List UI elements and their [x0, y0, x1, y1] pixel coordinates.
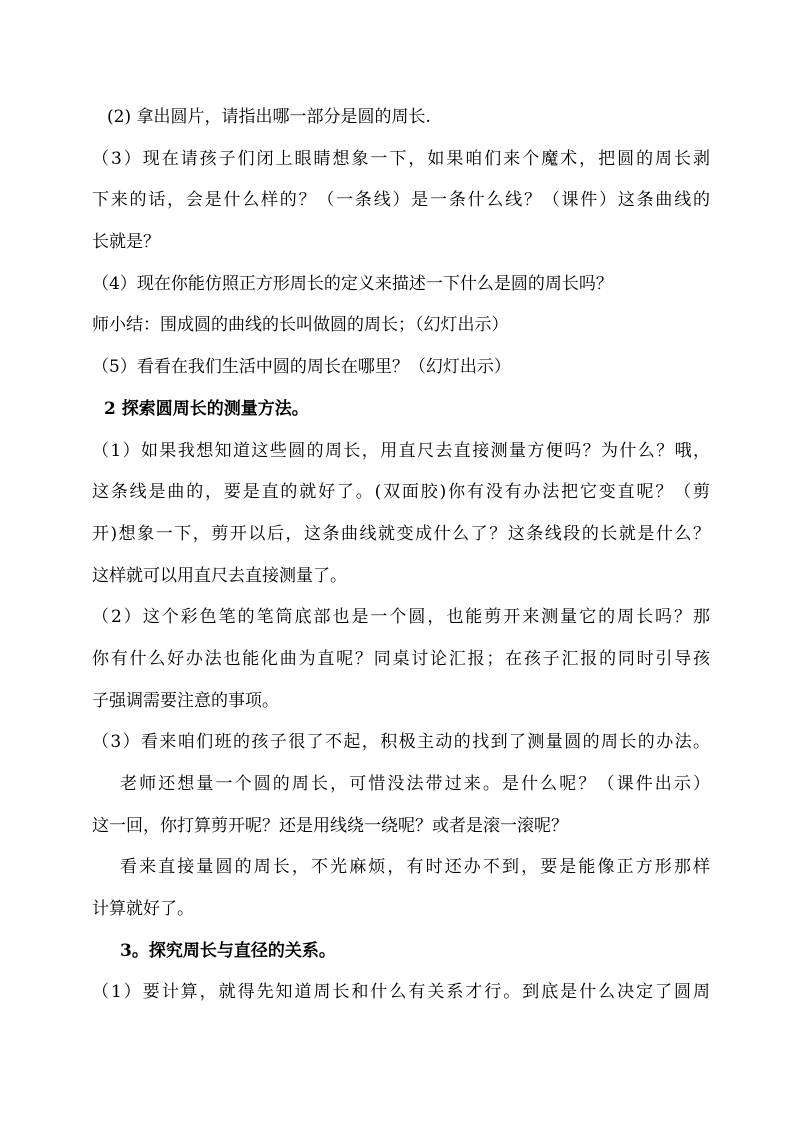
- document-body: [92, 97, 710, 1014]
- paragraph-line-step-5: （5）看看在我们生活中圆的周长在哪里？（幻灯出示）: [92, 357, 511, 378]
- paragraph-line: 看来直接量圆的周长，不光麻烦，有时还办不到，要是能像正方形那样: [120, 857, 710, 878]
- paragraph-line-step-2: (2) 拿出圆片，请指出哪一部分是圆的周长.: [107, 107, 431, 127]
- paragraph-line-step-4: （4）现在你能仿照正方形周长的定义来描述一下什么是圆的周长吗？: [92, 273, 613, 294]
- section-heading-3: 3。探究周长与直径的关系。: [120, 940, 336, 961]
- paragraph-line: 长就是？: [92, 232, 160, 253]
- paragraph-line: 子强调需要注意的事项。: [92, 690, 279, 711]
- teacher-summary-line: 师小结：围成圆的曲线的长叫做圆的周长；（幻灯出示）: [92, 315, 509, 336]
- paragraph-line: 老师还想量一个圆的周长，可惜没法带过来。是什么呢？（课件出示）: [120, 774, 710, 794]
- paragraph-line: 开)想象一下，剪开以后，这条曲线就变成什么了？这条线段的长就是什么？: [92, 523, 710, 544]
- section-heading-2: 2 探索圆周长的测量方法。: [104, 398, 309, 419]
- paragraph-line-step-1: （1）要计算，就得先知道周长和什么有关系才行。到底是什么决定了圆周: [92, 982, 710, 1003]
- paragraph-line: 下来的话，会是什么样的？（一条线）是一条什么线？（课件）这条曲线的: [92, 190, 710, 211]
- paragraph-line: 这条线是曲的，要是直的就好了。(双面胶)你有没有办法把它变直呢？（剪: [92, 482, 710, 503]
- paragraph-line-step-1: （1）如果我想知道这些圆的周长，用直尺去直接测量方便吗？为什么？哦，: [92, 440, 710, 461]
- paragraph-line: 你有什么好办法也能化曲为直呢？同桌讨论汇报；在孩子汇报的同时引导孩: [92, 648, 710, 669]
- paragraph-line-step-3: （3）看来咱们班的孩子很了不起，积极主动的找到了测量圆的周长的办法。: [92, 732, 710, 753]
- paragraph-line: 计算就好了。: [92, 899, 194, 920]
- paragraph-line-step-2: （2）这个彩色笔的笔筒底部也是一个圆，也能剪开来测量它的周长吗？那: [92, 607, 710, 628]
- paragraph-line: 这一回，你打算剪开呢？还是用线绕一绕呢？或者是滚一滚呢？: [92, 815, 568, 836]
- paragraph-line-step-3: （3）现在请孩子们闭上眼睛想象一下，如果咱们来个魔术，把圆的周长剥: [92, 148, 710, 169]
- paragraph-line: 这样就可以用直尺去直接测量了。: [92, 565, 347, 586]
